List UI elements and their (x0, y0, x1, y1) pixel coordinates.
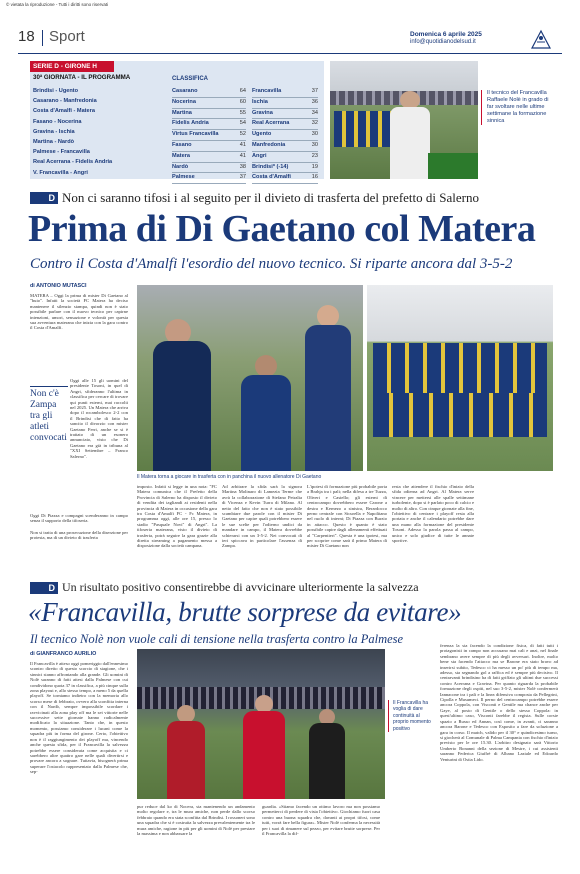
standings-row: Virtus Francavilla 52 (172, 130, 246, 141)
article1-text-col1: MATERA – Oggi la prima di mister Di Gaetano al "buio". Infatti la società FC Matera ha deciso mantenere il silenzio stampa, quindi non è stato possibile parlare con il nuovo tecnico per capirne intenzioni, umori, sensazione e volontà per questa sua avventura materana che inizia con la gara contro il Costa d'Amalfi. (30, 293, 128, 331)
article1-kicker: Non ci saranno tifosi i al seguito per il divieto di trasferta del prefetto di Salerno (62, 190, 479, 205)
standings-row: Casarano 64 (172, 87, 246, 98)
article2-byline: di GIANFRANCO AURILIO (30, 651, 97, 657)
standings-row: Nocerina 60 (172, 98, 246, 109)
match-item: Casarano - Manfredonia (33, 98, 97, 105)
standings-row: Francavilla 37 (252, 87, 318, 98)
header-divider (42, 30, 43, 46)
match-item: Fasano - Nocerina (33, 118, 82, 125)
kicker-badge: D (30, 192, 58, 204)
program-title: 30ª GIORNATA - IL PROGRAMMA (33, 74, 131, 81)
article1-byline: di ANTONIO MUTASCI (30, 283, 87, 289)
matera-photo-caption: Il Matera torna a giocare in trasferta con in panchina il nuovo allenatore Di Gaetano (137, 474, 322, 480)
match-item: Brindisi - Ugento (33, 88, 79, 94)
standings-row: Brindisi* (-14) 19 (252, 163, 318, 174)
standings-row: Ischia 36 (252, 98, 318, 109)
article1-text-col1c: Oggi Di Piazza e compagni scenderanno in campo senza il supporto della tifoseria. (30, 513, 128, 524)
standings-row: Manfredonia 30 (252, 141, 318, 152)
copyright-notice: © vietata la riproduzione - Tutti i diritti sono riservati (6, 2, 109, 7)
article1-pullquote: Non c'è Zampa tra gli atleti convocati (30, 386, 68, 444)
match-item: Palmese - Francavilla (33, 149, 90, 156)
kicker-badge: D (30, 582, 58, 594)
standings-row: Gravina 34 (252, 109, 318, 120)
standings-row: Palmese 37 (172, 173, 246, 184)
standings-row: Matera 41 (172, 152, 246, 163)
page-number: 18 (18, 28, 35, 45)
standings-right (252, 87, 318, 184)
article2-kicker: Un risultato positivo consentirebbe di avvicinare ulteriormente la salvezza (62, 580, 419, 594)
francavilla-photo (137, 649, 385, 799)
section-name: Sport (49, 28, 85, 45)
article1-title: Prima di Di Gaetano col Matera (28, 208, 536, 250)
match-item: V. Francavilla - Angri (33, 169, 88, 176)
match-item: Costa d'Amalfi - Matera (33, 108, 95, 115)
article2-title: «Francavilla, brutte sorprese da evitare» (28, 597, 462, 627)
article1-subtitle: Contro il Costa d'Amalfi l'esordio del nuovo tecnico. Si riparte ancora dal 3-5-2 (30, 256, 513, 272)
masthead-logo-icon (529, 28, 553, 50)
article1-text-col1d: Non si tratta di una prosecuzione della diserzione per protesta, ma di un divieto di trasferta (30, 530, 128, 541)
article2-subtitle: Il tecnico Nolè non vuole cali di tensione nella trasferta contro la Palmese (30, 632, 404, 646)
standings-row: Fasano 41 (172, 141, 246, 152)
article2-text-col1: Il Francavilla è atteso oggi pomeriggio dall'ennesimo scontro diretto di questo scorcio di stagione, che i sinnici stanno affrontando alla grande. Gli uomini di Nolè saranno di fatti attesi dalla Palmese con cui condividono quota 37 in classifica, a più cinque sulla zona playout e, allo stesso tempo, a meno 5 da quella playoff. Se torniamo indietro con la memoria allo scorso mese di febbraio, ovvero alla sconfitta interna con il Nardò, sempre impossibile scordare i ravvicinati alla zona play off ma le sei vittorie nelle successive sette giornate hanno radicalmente modificato la situazione. Tanto che, in questo momento, possiamo considerare i lucani come la squadra più in forma del girone. Certo, l'obiettivo non è il raggiungimento dei playoff ma, vincendo anche questa sfida, per il Francavilla la salvezza potrebbe essere considerata come acquisita e ci sarebbero altre quattro gare nelle quali divertirsi e provare ancora a sognare. Tuttavia, bisognerà prima superare l'ostacolo rappresentato dalla Palmese che, sep- (30, 661, 128, 775)
standings-row: Nardò 38 (172, 163, 246, 174)
standings-row: Costa d'Amalfi 16 (252, 173, 318, 184)
standings-title: CLASSIFICA (172, 76, 208, 82)
article1-text-col2: imposto. Infatti si legge in una nota: "FC Matera comunica che il Prefetto della Provincia di Salerno ha disposto il divieto di vendita dei tagliandi ai residenti nella provincia di Matera in occasione della gara tra Costa d'Amalfi FC - Fc Matera, in programma oggi, alle ore 15, presso lo stadio "Pasquale Novi" di Angri". La tifoseria materana, visto il divieto di trasferta, potrà seguire la gara grazie alla diretta streaming a pagamento messa a disposizione dalla società campana. (137, 484, 217, 549)
standings-row: Ugento 30 (252, 130, 318, 141)
program-list (33, 86, 159, 178)
article2-text-col3: guardia. «Stiamo facendo un ottimo lavoro ma non possiamo permetterci di perdere di vista l'obiettivo. Giochiamo fuori casa contro una buona squadra che, davanti ai propri tifosi, come tutti, vorrà fare bella figura». Mister Nolè conferma la necessità per i suoi di rimanere sul pezzo, per evitare brutte sorprese. Per il Francavilla la dif- (262, 804, 380, 837)
standings-left (172, 87, 246, 184)
standings-row: Martina 55 (172, 109, 246, 120)
issue-email: info@quotidianodelsud.it (410, 39, 476, 45)
serie-d-label: SERIE D - GIRONE H (30, 61, 114, 72)
matera-coach-photo (137, 285, 363, 471)
match-item: Martina - Nardò (33, 139, 75, 146)
coach-photo-caption: Il tecnico del Francavilla Raffaele Nolè in grado di far svoltare nelle ultime settimane la formazione sinnica (481, 90, 555, 125)
standings-row: Real Acerrana 32 (252, 119, 318, 130)
article1-text-col3: Ad arbitrare la sfida sarà la signora Martina Molinaro di Lamezia Terme che avrà la collaborazione di Stefano Petralia di Vicenza e Kevin Turra di Milano. Al netto del fatto che non è stato possibile scambiare due parole con il mister Di Gaetano per capire quali potrebbero essere le sue scelte per l'odierno undici da mandare in campo, il Matera dovrebbe schierarsi con un 3-5-2. Nei convocati di ieri spiccava in particolare l'assenza di Zampa. (222, 484, 302, 549)
match-item: Real Acerrana - Fidelis Andria (33, 159, 113, 166)
matera-team-photo (367, 285, 553, 471)
issue-date: Domenica 6 aprile 2025 (410, 31, 482, 38)
article1-text-col1b: Oggi alle 15 gli uomini del presidente Tosoni, in quel di Angri, sfideranno l'ultima in classifica per cercare di trovare qui punti esterni, mai raccolti nel 2025. Un Matera che arriva dopo il rocambolesco 2-2 con il Brindisi che di fatto ha sancito il divorzio con mister Gaetano Ferri, anche se si è trattato di un esonero annunciato, visto che Di Gaetano era già in tribuna al "XXI Settembre – Franco Salerno". (70, 378, 128, 459)
article1-text-col5: resta che attendere il fischio d'inizio della sfida odierna ad Angri. Al Matera serve vincere per mettersi alle spalle settimane turbolente, dopo si è parlato poco di calcio e molto di altro. Con cinque giornate alla fine, l'obiettivo di centrare i playoff resta alla portata e anche il calendario potrebbe dare una mano alla formazione del presidente Tosoni. Adesso la parola passa al campo, unico e solo giudice di tutte le annate sportive. (392, 484, 474, 544)
francavilla-photo-caption: Il Francavilla ha voglia di dare continuità al proprio momento positivo (388, 700, 432, 732)
standings-row: Angri 23 (252, 152, 318, 163)
article2-text-col4: ferenza la sta facendo la condizione fisica, di fatti tutti i protagonisti in campo non accusano mai cali e anzi, nel finale sembrano avere sempre di più degli avversari. Inoltre, molto bene sta facendo l'attacco ma se Barone era stato bravo ad inserirsi subito, Tedesco ci ha messo un po' più di tempo ma, adesso, sta segnando gol a raffica ed è sempre più decisivo. Il centravanti brindisino ha di fatti griffato gli ultimi due successi contro Acerrana e Gravina. Per quanto riguarda la probabile formazione degli ospiti, nel suo 3-5-2, mister Nolè confermerà Iannacone tra i pali e la linea difensiva composta da Pellegrini, Cipolla e Musumeci. Il perno del centrocampo potrebbe essere ancora Coppola, con Visconti e Gentile ma chance anche per Gaye, al posto di Gentile o dello stesso Coppola: in quest'ultimo caso, Visconti farebbe il regista. Sulle corsie spazio a Russo ed Annan, così come, in avanti, ci saranno ancora Barone e Tedesco con Esposito a fare da soluzione a gara in corso. Il match, valido per il 30° e quindicesimo turno, si giocherà al Comunale di Palma Campania con fischio d'inizio previsto per le ore 15.30. L'arbitro designato sarà Vittorio Umberto Bonanni della sezione di Mestre, i cui assistenti saranno Federica Giuffrè di Albano Laziale ed Edoardo Venturini di Ostia Lido. (440, 643, 558, 762)
coach-photo (330, 61, 478, 179)
match-item: Gravina - Ischia (33, 128, 75, 135)
article1-text-col4: L'ipotesi di formazione più probabile porta a Brahja tra i pali; nella difesa a tre Tuzza, Oliveri e Casiello; gli esterni di centrocampo dovrebbero essere Carone a destra e Kernezo a sinistra, Berardocco perno centrale con Sicurella e Napolitano nel ruolo di interni; Di Piazza con Burzio in attacco. Questo è quanto è stato possibile capire dagli allenamenti effettuati al "Carpentieri". Questa è una ipotesi, ma per scoprire come sarà il primo Matera di mister Di Gaetano non (307, 484, 387, 549)
article2-text-col2: pur reduce dal ko di Nocera, sta mantenendo un andamento molto regolare e, tra le mura amiche, non perde dallo scorso febbraio quando era stata sconfitta dal Brindisi. I rossoneri sono una squadra che si è costruita la salvezza prevalentemente tra le mura amiche, ragione in più per gli uomini di Nolè per prestare la massima e non abbassare la (137, 804, 255, 837)
header-rule (18, 53, 562, 54)
standings-row: Fidelis Andria 54 (172, 119, 246, 130)
